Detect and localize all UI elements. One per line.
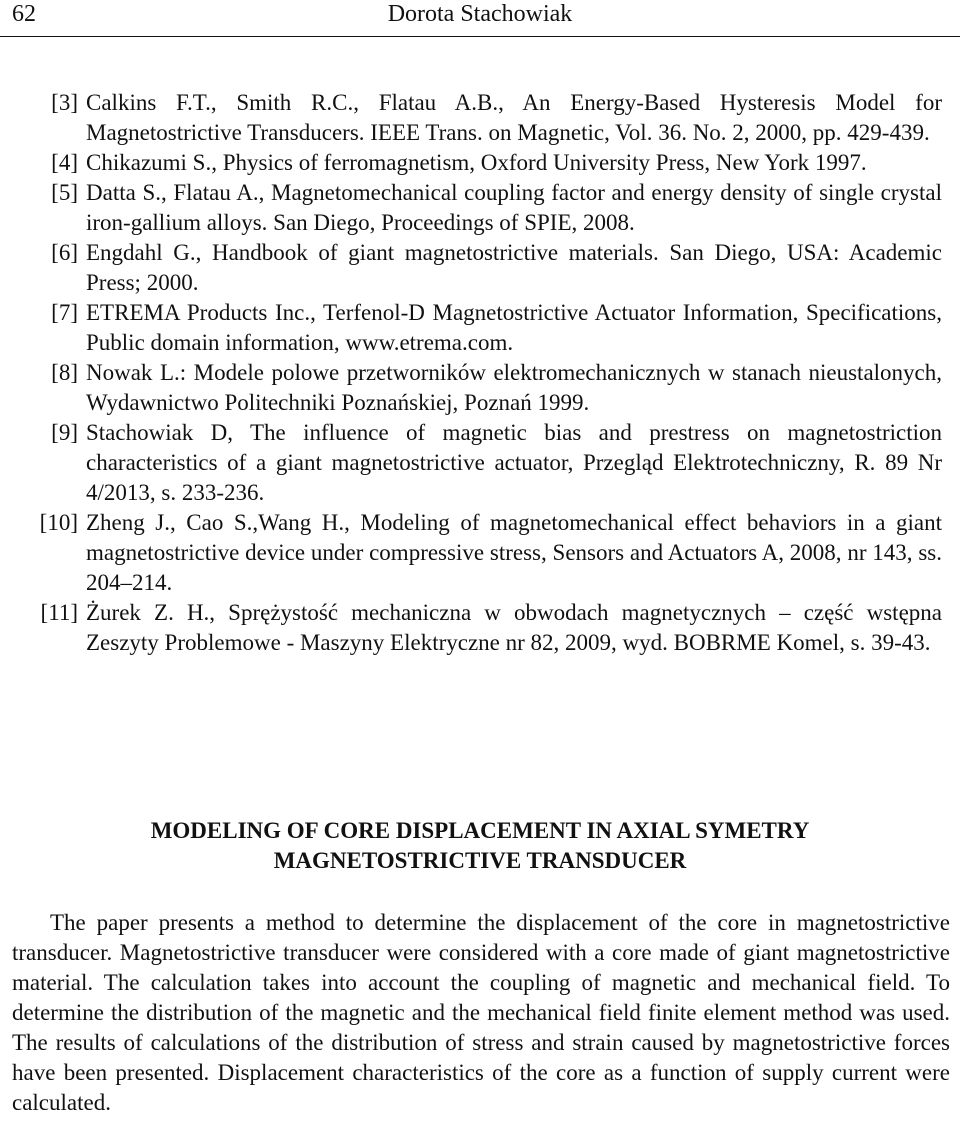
paper-title-line-2: MAGNETOSTRICTIVE TRANSDUCER: [273, 848, 687, 873]
reference-label: [6]: [51, 240, 78, 265]
abstract-paragraph: The paper presents a method to determine the displacement of the core in magnetostrictive transducer. Magnetostrictive transducer were considered with a core made of giant magnetostrictive material. The calculation takes into account the coupling of magnetic and mechanical field. To determine the distribution of the magnetic and the mechanical field finite element method was used. The results of calculations of the distribution of stress and strain caused by magnetostrictive forces have been presented. Displacement characteristics of the core as a function of supply current were calculated.: [12, 910, 950, 1115]
page-header: [0, 0, 960, 37]
reference-label: [8]: [51, 360, 78, 385]
reference-text: Żurek Z. H., Sprężystość mechaniczna w obwodach magnetycznych – część wstępna Zeszyty Problemowe - Maszyny Elektryczne nr 82, 2009, wyd. BOBRME Komel, s. 39-43.: [86, 600, 942, 655]
reference-label: [3]: [51, 90, 78, 115]
reference-text: ETREMA Products Inc., Terfenol-D Magnetostrictive Actuator Information, Specifications, Public domain information, www.etrema.com.: [86, 300, 942, 355]
reference-label: [4]: [51, 150, 78, 175]
reference-text: Nowak L.: Modele polowe przetworników elektromechanicznych w stanach nieustalonych, Wydawnictwo Politechniki Poznańskiej, Poznań 1999.: [86, 360, 942, 415]
paper-title: [60, 816, 900, 876]
reference-item: [10, 88, 942, 148]
reference-text: Calkins F.T., Smith R.C., Flatau A.B., An Energy-Based Hysteresis Model for Magnetostrictive Transducers. IEEE Trans. on Magnetic, Vol. 36. No. 2, 2000, pp. 429-439.: [86, 90, 942, 145]
paper-title-line-1: MODELING OF CORE DISPLACEMENT IN AXIAL SYMETRY: [150, 818, 810, 843]
reference-text: Stachowiak D, The influence of magnetic bias and prestress on magnetostriction characteristics of a giant magnetostrictive actuator, Przegląd Elektrotechniczny, R. 89 Nr 4/2013, s. 233-236.: [86, 420, 942, 505]
page-number: 62: [12, 1, 36, 27]
reference-item: [10, 358, 942, 418]
reference-item: [10, 298, 942, 358]
reference-item: [10, 148, 942, 178]
reference-list: [10, 88, 942, 658]
reference-label: [11]: [40, 600, 78, 625]
reference-item: [10, 178, 942, 238]
reference-text: Engdahl G., Handbook of giant magnetostrictive materials. San Diego, USA: Academic Press; 2000.: [86, 240, 942, 295]
reference-text: Chikazumi S., Physics of ferromagnetism, Oxford University Press, New York 1997.: [86, 150, 867, 175]
reference-text: Zheng J., Cao S.,Wang H., Modeling of magnetomechanical effect behaviors in a giant magnetostrictive device under compressive stress, Sensors and Actuators A, 2008, nr 143, ss. 204–214.: [86, 510, 942, 595]
reference-label: [9]: [51, 420, 78, 445]
reference-item: [10, 508, 942, 598]
reference-label: [7]: [51, 300, 78, 325]
reference-label: [10]: [39, 510, 78, 535]
reference-item: [10, 598, 942, 658]
reference-item: [10, 418, 942, 508]
reference-text: Datta S., Flatau A., Magnetomechanical coupling factor and energy density of single crystal iron-gallium alloys. San Diego, Proceedings of SPIE, 2008.: [86, 180, 942, 235]
reference-item: [10, 238, 942, 298]
reference-label: [5]: [51, 180, 78, 205]
running-head-author: Dorota Stachowiak: [387, 1, 573, 27]
